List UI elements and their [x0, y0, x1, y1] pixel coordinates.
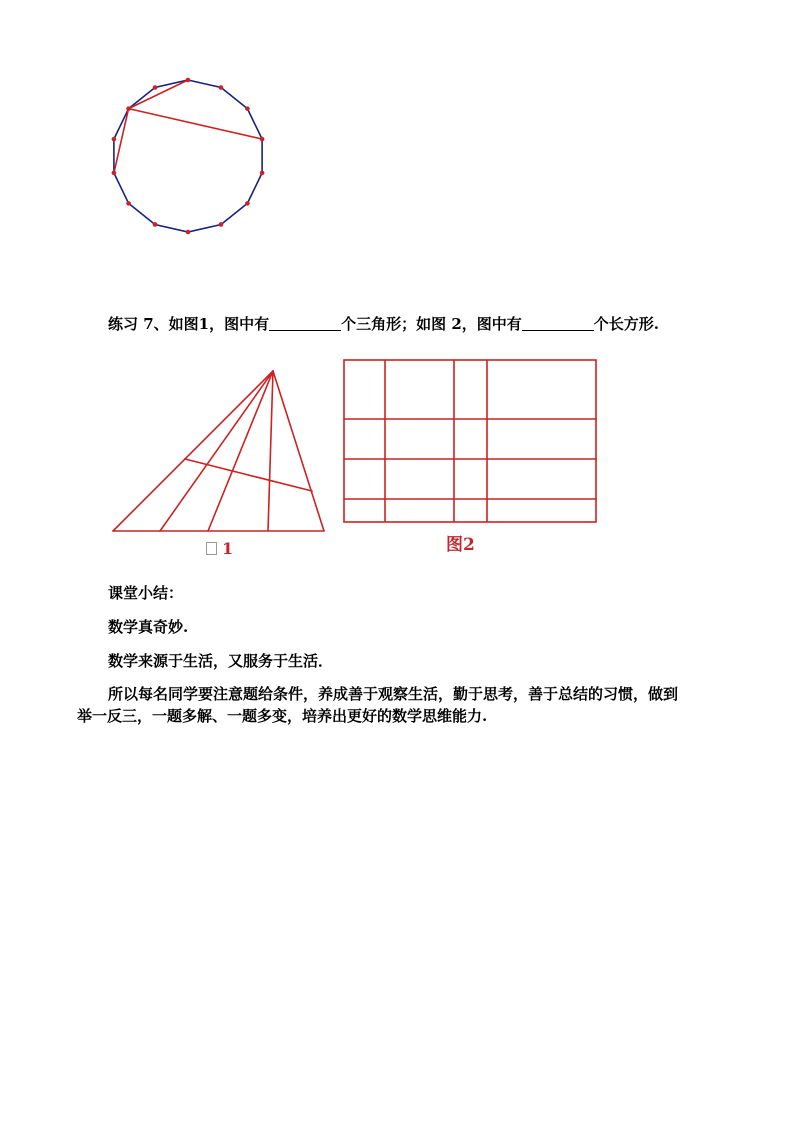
cevian-2 [208, 371, 273, 531]
polygon-vertex [112, 137, 117, 142]
transversal [185, 459, 312, 491]
exercise-text-3: 个长方形. [593, 315, 660, 333]
triangle-right-side [273, 371, 324, 531]
exercise-text-1: 练习 7、如图1，图中有 [108, 315, 270, 333]
polygon-vertex [260, 137, 265, 142]
exercise-7 [108, 313, 659, 334]
polygon-vertices [112, 78, 265, 235]
summary-heading: 课堂小结： [108, 584, 184, 602]
grid-outer-rect [344, 360, 596, 522]
inscribed-chord [129, 80, 188, 109]
cevian-3 [268, 371, 273, 531]
polygon-vertex [219, 85, 224, 90]
triangle-left-side [113, 371, 273, 531]
polygon-vertex [245, 201, 250, 206]
triangle-figure [110, 365, 330, 535]
polygon-vertex [186, 78, 191, 83]
missing-glyph-box [206, 542, 217, 555]
polygon-figure [100, 70, 280, 250]
summary-line-2: 数学来源于生活，又服务于生活． [108, 652, 334, 670]
polygon-vertex [245, 106, 250, 111]
answer-blank-rectangles[interactable] [522, 315, 594, 331]
inscribed-chord [129, 109, 263, 139]
polygon-outline [114, 80, 262, 232]
polygon-vertex [126, 201, 131, 206]
exercise-text-2: 个三角形；如图 2，图中有 [341, 315, 522, 333]
summary-line-1: 数学真奇妙. [108, 618, 189, 636]
inscribed-chord [114, 109, 129, 173]
polygon-vertex [153, 222, 158, 227]
polygon-vertex [112, 171, 117, 176]
summary-paragraph-line-1: 所以每名同学要注意题给条件，养成善于观察生活，勤于思考，善于总结的习惯，做到 [108, 685, 679, 703]
cevian-1 [160, 371, 273, 531]
polygon-vertex [186, 230, 191, 235]
summary-paragraph-line-2: 举一反三，一题多解、一题多变，培养出更好的数学思维能力. [77, 707, 488, 725]
inscribed-lines [114, 80, 262, 173]
figure-2-caption: 图2 [446, 535, 475, 555]
polygon-vertex [153, 85, 158, 90]
polygon-vertex [260, 171, 265, 176]
polygon-vertex [126, 106, 131, 111]
rectangle-grid-figure [340, 355, 600, 527]
figure-1-caption: 1 [206, 539, 233, 558]
polygon-vertex [219, 222, 224, 227]
answer-blank-triangles[interactable] [269, 315, 341, 331]
